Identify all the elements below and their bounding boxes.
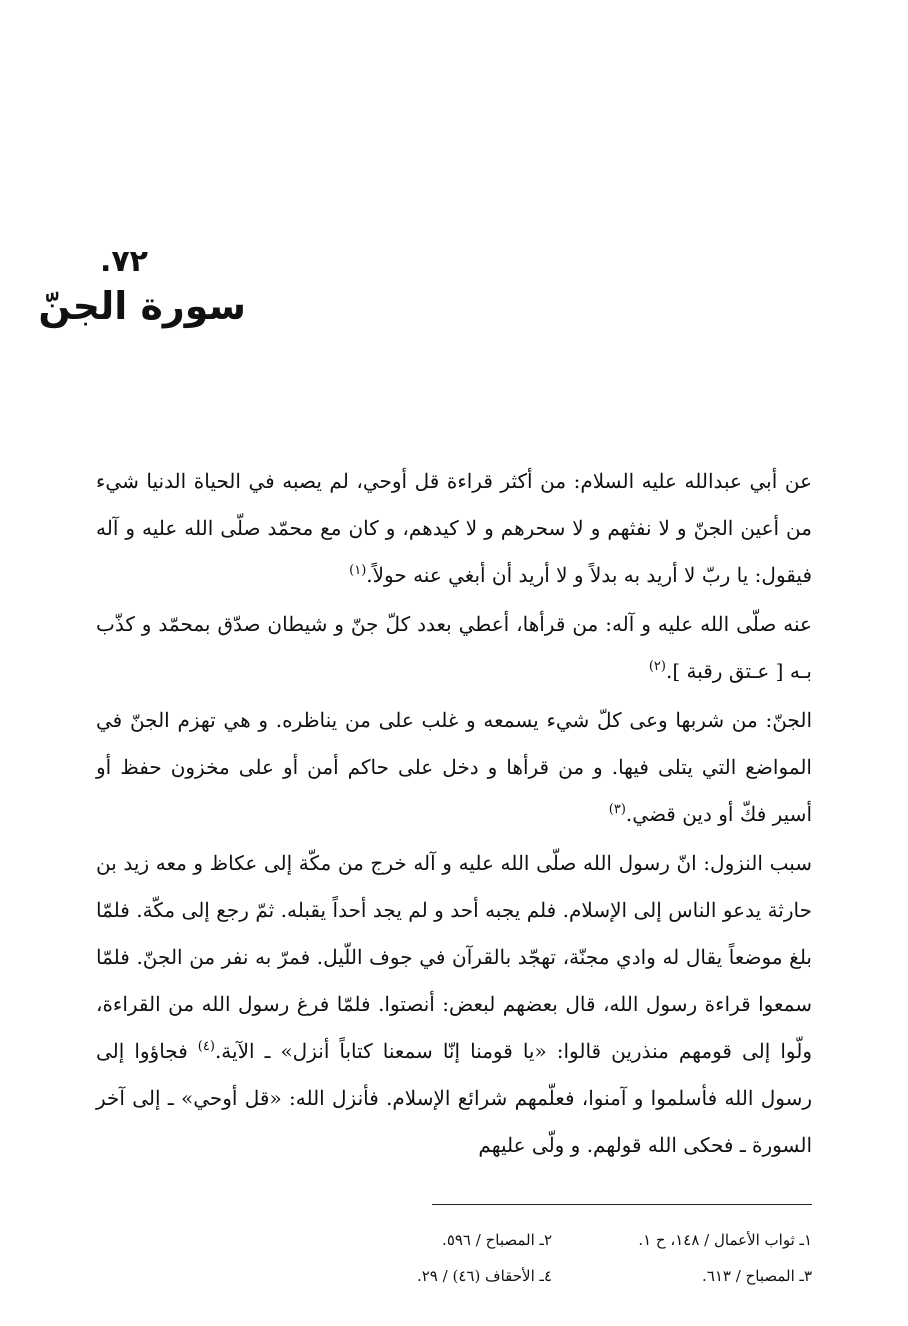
footnote-ref-1: (١) [349, 563, 367, 578]
footnote-ref-3: (٣) [608, 802, 626, 817]
paragraph-4 [96, 840, 812, 1169]
paragraph-3 [96, 697, 812, 838]
paragraph-1-text: عن أبي عبدالله عليه السلام: من أكثر قراءة قل أوحي، لم يصبه في الحياة الدنيا شيء من أعين الجنّ و لا نفثهم و لا سحرهم و لا كيدهم، و كان مع محمّد صلّى الله عليه و آله فيقول: يا ربّ لا أريد به بدلاً و لا أريد أن أبغي عنه حولاً. [96, 469, 812, 587]
chapter-title: سورة الجنّ [38, 284, 246, 328]
paragraph-2 [96, 601, 812, 695]
footnote-divider [432, 1204, 812, 1205]
footnote-row [292, 1258, 812, 1294]
footnote-4: ٤ـ الأحقاف (٤٦) / ٢٩. [416, 1267, 552, 1285]
paragraph-1 [96, 458, 812, 599]
chapter-number: ٧٢. [99, 244, 148, 279]
main-text [96, 458, 812, 1171]
paragraph-4-text: سبب النزول: انّ رسول الله صلّى الله عليه و آله خرج من مكّة إلى عكاظ و معه زيد بن حارثة يدعو الناس إلى الإسلام. فلم يجبه أحد و لم يجد أحداً يقبله. ثمّ رجع إلى مكّة. فلمّا بلغ موضعاً يقال له وادي مجنّة، تهجّد بالقرآن في جوف اللّيل. فمرّ به نفر من الجنّ. فلمّا سمعوا قراءة رسول الله، قال بعضهم لبعض: أنصتوا. فلمّا فرغ رسول الله من القراءة، ولّوا إلى قومهم منذرين قالوا: «يا قومنا إنّا سمعنا كتاباً أنزل» ـ الآية. [96, 851, 812, 1063]
footnote-1: ١ـ ثواب الأعمال / ١٤٨، ح ١. [638, 1231, 812, 1249]
paragraph-2-text: عنه صلّى الله عليه و آله: من قرأها، أعطي بعدد كلّ جنّ و شيطان صدّق بمحمّد و كذّب بـه [ عـتق رقبة ]. [96, 612, 812, 683]
footnote-row [292, 1222, 812, 1258]
footnote-2: ٢ـ المصباح / ٥٩٦. [442, 1231, 552, 1249]
footnote-3: ٣ـ المصباح / ٦١٣. [702, 1267, 812, 1285]
footnotes [292, 1222, 812, 1294]
paragraph-3-text: الجنّ: من شربها وعى كلّ شيء يسمعه و غلب على من يناظره. و هي تهزم الجنّ في المواضع التي يتلى فيها. و من قرأها و دخل على حاكم أمن أو على مخزون حفظ أو أسير فكّ أو دين قضي. [96, 708, 812, 826]
footnote-ref-4: (٤) [197, 1039, 215, 1054]
footnote-ref-2: (٢) [648, 659, 666, 674]
paragraph-4-continuation: فجاؤوا إلى رسول الله فأسلموا و آمنوا، فعلّمهم شرائع الإسلام. فأنزل الله: «قل أوحي» ـ إلى آخر السورة ـ فحكى الله قولهم. و ولّى عليهم [96, 1039, 812, 1157]
